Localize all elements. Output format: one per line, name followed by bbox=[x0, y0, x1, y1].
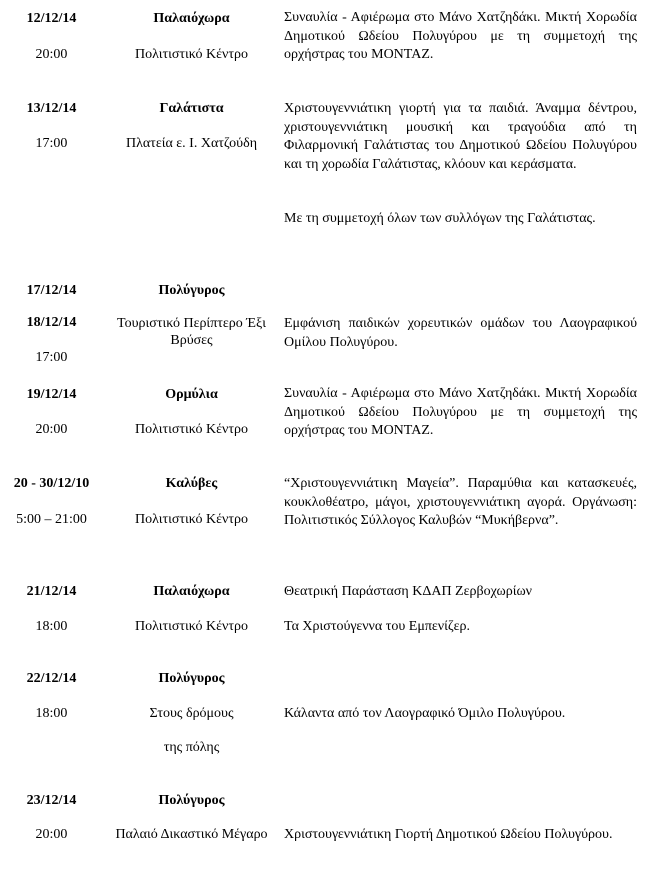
event-place: Πολύγυρος bbox=[158, 671, 225, 686]
event-description-note: Με τη συμμετοχή όλων των συλλόγων της Γαλάτιστας. bbox=[284, 211, 596, 226]
event-time: 20:00 bbox=[35, 827, 68, 842]
event-date: 17/12/14 bbox=[26, 283, 77, 298]
event-description: Θεατρική Παράσταση ΚΔΑΠ Ζερβοχωρίων bbox=[284, 584, 533, 599]
event-date: 20 - 30/12/10 bbox=[13, 476, 90, 491]
event-time: 17:00 bbox=[35, 136, 68, 151]
event-time: 5:00 – 21:00 bbox=[16, 512, 87, 527]
event-place: Πολύγυρος bbox=[158, 283, 225, 298]
event-description: Συναυλία - Αφιέρωμα στο Μάνο Χατζηδάκι. Μικτή Χορωδία Δημοτικού Ωδείου Πολυγύρου με τη συμμετοχή της ορχήστρας του ΜΟΝΤΑΖ. bbox=[284, 10, 637, 62]
event-date: 21/12/14 bbox=[26, 584, 77, 599]
event-date: 13/12/14 bbox=[26, 101, 77, 116]
event-description-title: Τα Χριστούγεννα του Εμπενίζερ. bbox=[284, 619, 471, 634]
event-venue: Πολιτιστικό Κέντρο bbox=[134, 47, 248, 62]
event-place: Γαλάτιστα bbox=[159, 101, 224, 116]
event-date: 23/12/14 bbox=[26, 793, 77, 808]
event-place: Καλύβες bbox=[165, 476, 218, 491]
event-date: 12/12/14 bbox=[26, 11, 77, 26]
event-description: Χριστουγεννιάτικη γιορτή για τα παιδιά. Άναμμα δέντρου, χριστουγεννιάτικη μουσική και τραγούδια από τη Φιλαρμονική Γαλάτιστας του Δημοτικού Ωδείου Πολυγύρου και τη χορωδία Γαλάτιστας, κλόουν και κεράσματα. bbox=[284, 101, 637, 172]
event-venue: Πλατεία ε. Ι. Χατζούδη bbox=[125, 136, 258, 151]
event-place: Πολύγυρος bbox=[158, 793, 225, 808]
event-time: 20:00 bbox=[35, 422, 68, 437]
event-venue: Πολιτιστικό Κέντρο bbox=[134, 512, 248, 527]
event-time: 17:00 bbox=[35, 350, 68, 365]
event-description: Κάλαντα από τον Λαογραφικό Όμιλο Πολυγύρου. bbox=[284, 706, 566, 721]
event-time: 20:00 bbox=[35, 47, 68, 62]
event-description: Συναυλία - Αφιέρωμα στο Μάνο Χατζηδάκι. Μικτή Χορωδία Δημοτικού Ωδείου Πολυγύρου με τη συμμετοχή της ορχήστρας του ΜΟΝΤΑΖ. bbox=[284, 386, 637, 438]
event-venue: Τουριστικό Περίπτερο Έξι Βρύσες bbox=[117, 316, 266, 348]
event-venue: Πολιτιστικό Κέντρο bbox=[134, 619, 248, 634]
event-description: Εμφάνιση παιδικών χορευτικών ομάδων του Λαογραφικού Ομίλου Πολυγύρου. bbox=[284, 316, 637, 350]
event-date: 18/12/14 bbox=[26, 315, 77, 330]
event-venue-line2: της πόλης bbox=[163, 740, 220, 755]
event-venue: Πολιτιστικό Κέντρο bbox=[134, 422, 248, 437]
event-date: 22/12/14 bbox=[26, 671, 77, 686]
event-place: Παλαιόχωρα bbox=[153, 584, 230, 599]
event-description: Χριστουγεννιάτικη Γιορτή Δημοτικού Ωδείου Πολυγύρου. bbox=[284, 827, 613, 842]
event-place: Ορμύλια bbox=[165, 387, 218, 402]
event-place: Παλαιόχωρα bbox=[153, 11, 230, 26]
event-venue: Παλαιό Δικαστικό Μέγαρο bbox=[115, 827, 268, 842]
event-venue: Στους δρόμους bbox=[149, 706, 234, 721]
event-time: 18:00 bbox=[35, 706, 68, 721]
event-date: 19/12/14 bbox=[26, 387, 77, 402]
event-time: 18:00 bbox=[35, 619, 68, 634]
event-description: “Χριστουγεννιάτικη Μαγεία”. Παραμύθια και κατασκευές, κουκλοθέατρο, μάγοι, χριστουγεννιάτικη αγορά. Οργάνωση: Πολιτιστικός Σύλλογος Καλυβών “Μυκήβερνα”. bbox=[284, 476, 637, 528]
